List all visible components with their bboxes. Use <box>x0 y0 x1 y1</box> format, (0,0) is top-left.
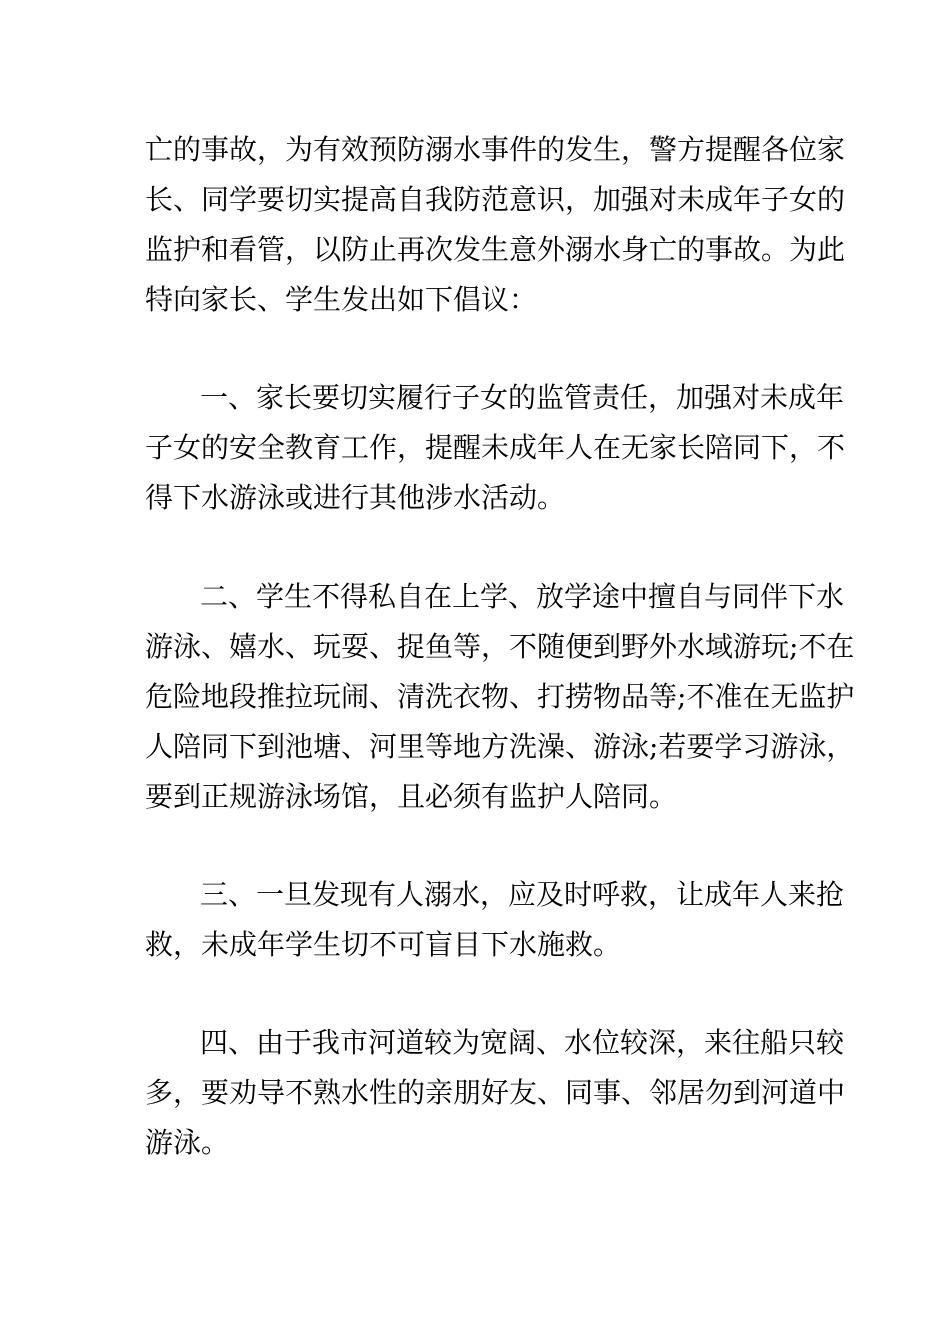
item2-line-2: 游泳、嬉水、玩耍、捉鱼等，不随便到野外水域游玩;不在 <box>145 630 855 663</box>
item3-line-2: 救，未成年学生切不可盲目下水施救。 <box>145 928 622 961</box>
intro-line-4: 特向家长、学生发出如下倡议： <box>145 283 538 316</box>
item2-line-3: 危险地段推拉玩闹、清洗衣物、打捞物品等;不准在无监护 <box>145 680 855 713</box>
item1-line-2: 子女的安全教育工作，提醒未成年人在无家长陪同下，不 <box>145 431 846 464</box>
item3-line-1: 三、一旦发现有人溺水，应及时呼救，让成年人来抢 <box>200 878 845 911</box>
intro-line-2: 长、同学要切实提高自我防范意识，加强对未成年子女的 <box>145 183 846 216</box>
item1-line-1: 一、家长要切实履行子女的监管责任，加强对未成年 <box>200 381 845 414</box>
item4-line-2: 多，要劝导不熟水性的亲朋好友、同事、邻居勿到河道中 <box>145 1076 846 1109</box>
item4-line-1: 四、由于我市河道较为宽阔、水位较深，来往船只较 <box>200 1026 845 1059</box>
intro-line-3: 监护和看管，以防止再次发生意外溺水身亡的事故。为此 <box>145 233 846 266</box>
item2-line-5: 要到正规游泳场馆，且必须有监护人陪同。 <box>145 780 678 813</box>
item2-line-1: 二、学生不得私自在上学、放学途中擅自与同伴下水 <box>200 580 845 613</box>
intro-line-1: 亡的事故，为有效预防溺水事件的发生，警方提醒各位家 <box>145 133 846 166</box>
item4-line-3: 游泳。 <box>145 1126 230 1159</box>
item1-line-3: 得下水游泳或进行其他涉水活动。 <box>145 481 566 514</box>
item2-line-4: 人陪同下到池塘、河里等地方洗澡、游泳;若要学习游泳， <box>145 730 855 763</box>
